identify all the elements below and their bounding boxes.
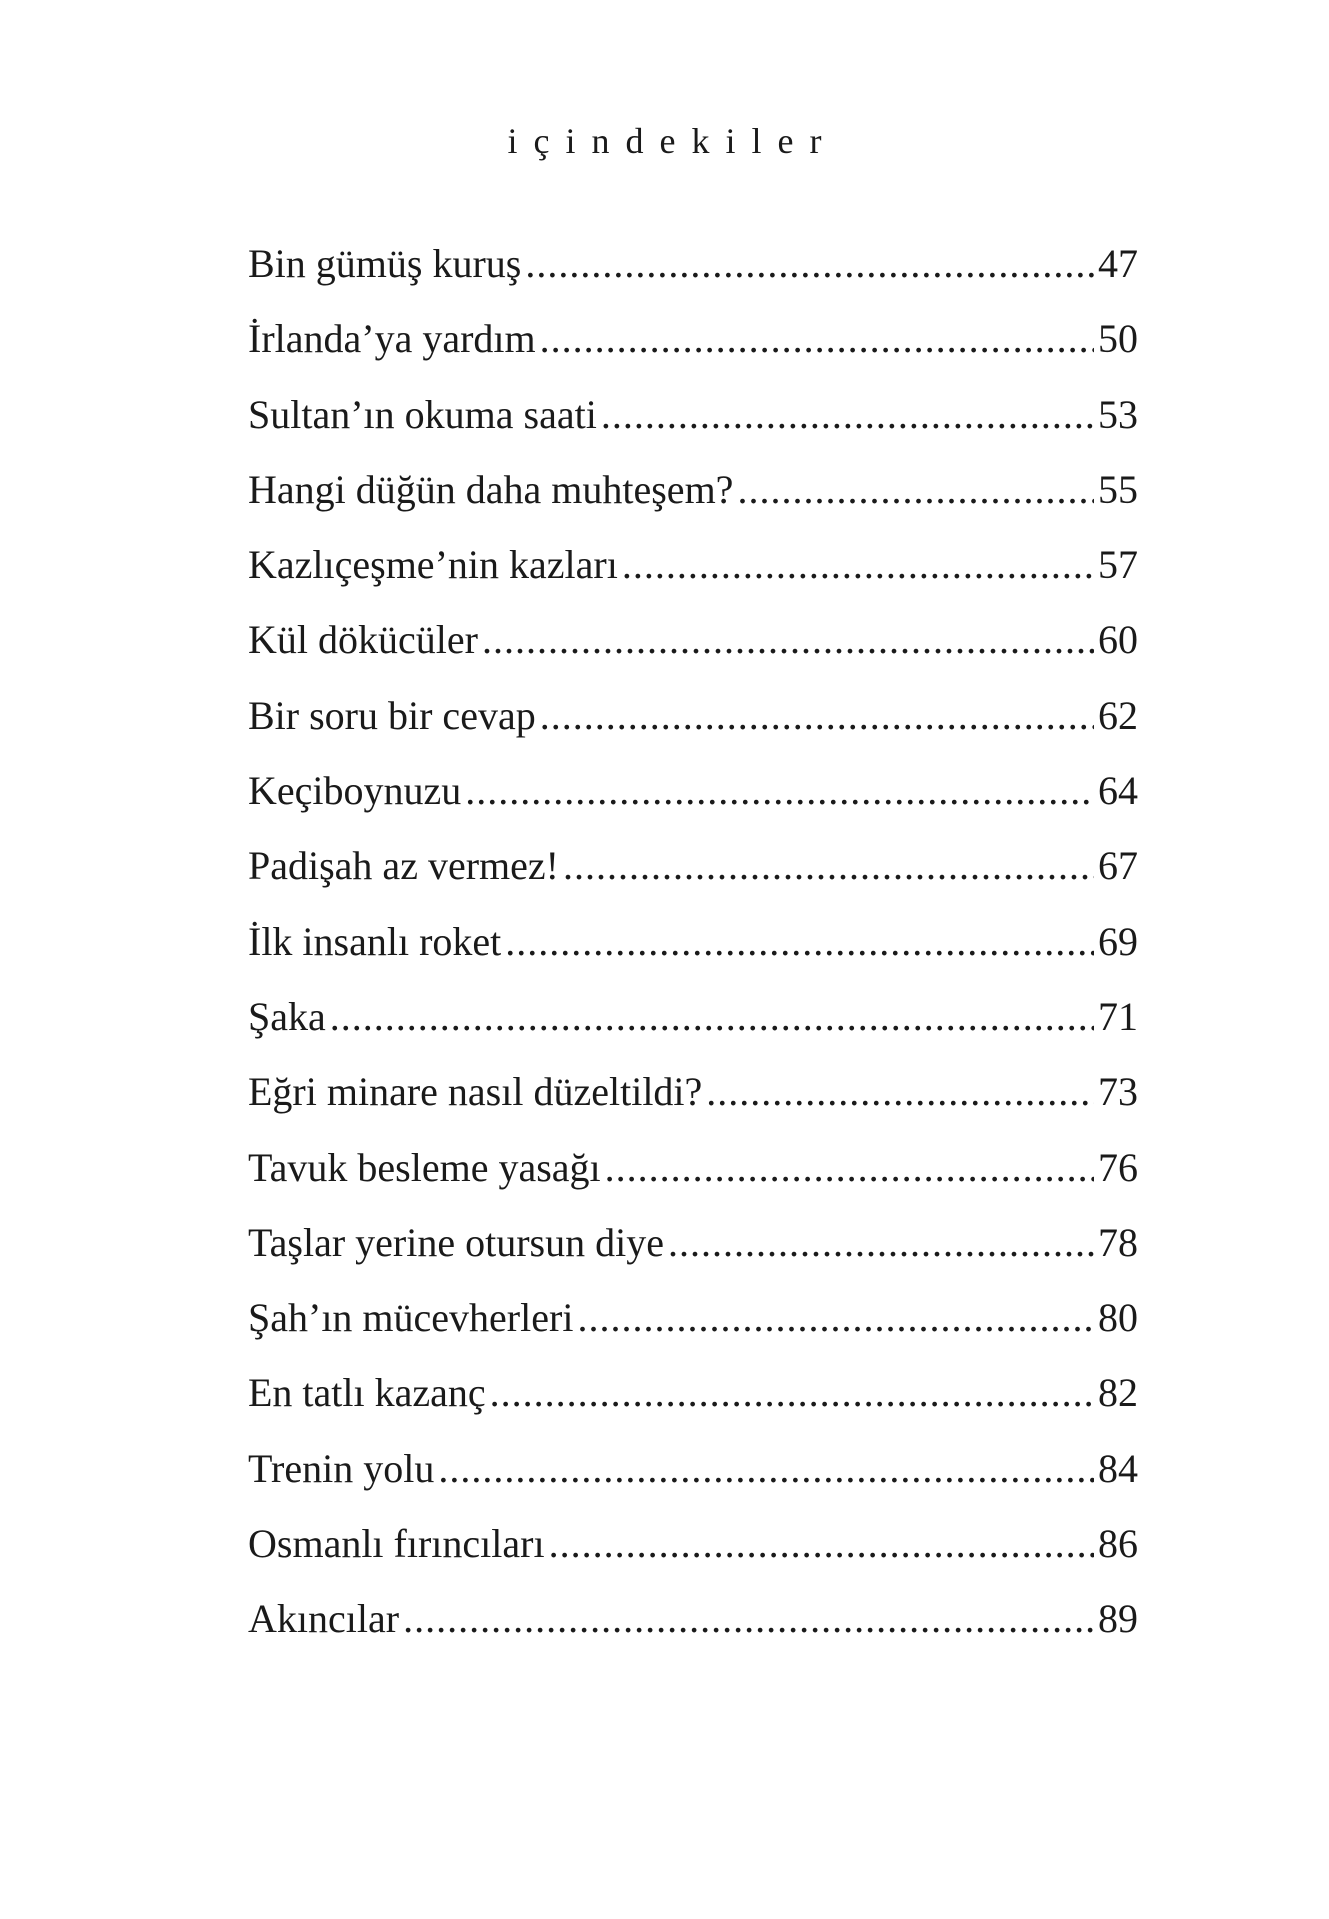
toc-entry-page: 84 <box>1098 1445 1138 1491</box>
toc-entry <box>248 1441 1138 1516</box>
toc-entry-page: 60 <box>1098 617 1138 663</box>
toc-entry-page: 80 <box>1098 1295 1138 1341</box>
toc-entry-page: 78 <box>1098 1219 1138 1265</box>
toc-dot-leader <box>601 387 1094 443</box>
toc-entry <box>248 612 1138 687</box>
table-of-contents <box>248 236 1138 1667</box>
toc-entry <box>248 688 1138 763</box>
toc-entry <box>248 1365 1138 1440</box>
toc-entry <box>248 387 1138 462</box>
toc-dot-leader <box>605 1140 1094 1196</box>
toc-dot-leader <box>490 1365 1094 1421</box>
page-title: içindekiler <box>507 121 838 161</box>
toc-entry-title: Akıncılar <box>248 1596 400 1642</box>
toc-entry <box>248 537 1138 612</box>
toc-entry-title: Trenin yolu <box>248 1445 435 1491</box>
toc-entry-title: Keçiboynuzu <box>248 768 462 814</box>
toc-entry <box>248 914 1138 989</box>
toc-entry-page: 82 <box>1098 1370 1138 1416</box>
toc-entry-title: Padişah az vermez! <box>248 843 559 889</box>
toc-entry-title: Eğri minare nasıl düzeltildi? <box>248 1069 703 1115</box>
toc-dot-leader <box>737 462 1094 518</box>
toc-entry-page: 71 <box>1098 993 1138 1039</box>
toc-entry <box>248 1140 1138 1215</box>
toc-entry <box>248 311 1138 386</box>
toc-entry-title: Şah’ın mücevherleri <box>248 1295 574 1341</box>
toc-entry <box>248 1064 1138 1139</box>
toc-entry-page: 57 <box>1098 542 1138 588</box>
toc-dot-leader <box>706 1064 1094 1120</box>
toc-entry-title: Kazlıçeşme’nin kazları <box>248 542 618 588</box>
toc-entry <box>248 1591 1138 1666</box>
toc-entry <box>248 763 1138 838</box>
toc-dot-leader <box>525 236 1094 292</box>
toc-entry-title: En tatlı kazanç <box>248 1370 486 1416</box>
toc-entry-page: 73 <box>1098 1069 1138 1115</box>
toc-entry-title: Taşlar yerine otursun diye <box>248 1219 664 1265</box>
toc-dot-leader <box>540 311 1094 367</box>
toc-entry-page: 55 <box>1098 466 1138 512</box>
toc-entry-page: 62 <box>1098 692 1138 738</box>
toc-dot-leader <box>438 1441 1094 1497</box>
toc-entry <box>248 1290 1138 1365</box>
toc-entry-title: Şaka <box>248 993 326 1039</box>
toc-entry-title: Tavuk besleme yasağı <box>248 1144 601 1190</box>
toc-dot-leader <box>540 688 1094 744</box>
toc-entry-page: 50 <box>1098 316 1138 362</box>
toc-entry-title: Osmanlı fırıncıları <box>248 1521 545 1567</box>
toc-entry-title: Hangi düğün daha muhteşem? <box>248 466 734 512</box>
toc-entry-page: 47 <box>1098 241 1138 286</box>
toc-dot-leader <box>403 1591 1094 1647</box>
toc-dot-leader <box>577 1290 1094 1346</box>
toc-dot-leader <box>482 612 1094 668</box>
toc-entry <box>248 462 1138 537</box>
toc-entry-title: İrlanda’ya yardım <box>248 316 536 362</box>
toc-entry-title: Bin gümüş kuruş <box>248 241 522 286</box>
toc-dot-leader <box>622 537 1094 593</box>
toc-dot-leader <box>549 1516 1094 1572</box>
toc-entry-title: Kül dökücüler <box>248 617 478 663</box>
toc-dot-leader <box>505 914 1094 970</box>
toc-entry <box>248 989 1138 1064</box>
toc-entry-title: Bir soru bir cevap <box>248 692 536 738</box>
toc-entry <box>248 1215 1138 1290</box>
toc-entry <box>248 1516 1138 1591</box>
toc-dot-leader <box>668 1215 1094 1271</box>
toc-dot-leader <box>465 763 1094 819</box>
toc-entry-title: İlk insanlı roket <box>248 918 502 964</box>
toc-entry-page: 69 <box>1098 918 1138 964</box>
toc-entry-page: 76 <box>1098 1144 1138 1190</box>
toc-dot-leader <box>563 838 1094 894</box>
toc-entry <box>248 236 1138 311</box>
toc-entry-title: Sultan’ın okuma saati <box>248 391 597 437</box>
toc-entry-page: 86 <box>1098 1521 1138 1567</box>
toc-entry-page: 64 <box>1098 768 1138 814</box>
toc-entry-page: 89 <box>1098 1596 1138 1642</box>
toc-dot-leader <box>330 989 1094 1045</box>
toc-entry-page: 53 <box>1098 391 1138 437</box>
toc-entry-page: 67 <box>1098 843 1138 889</box>
toc-entry <box>248 838 1138 913</box>
